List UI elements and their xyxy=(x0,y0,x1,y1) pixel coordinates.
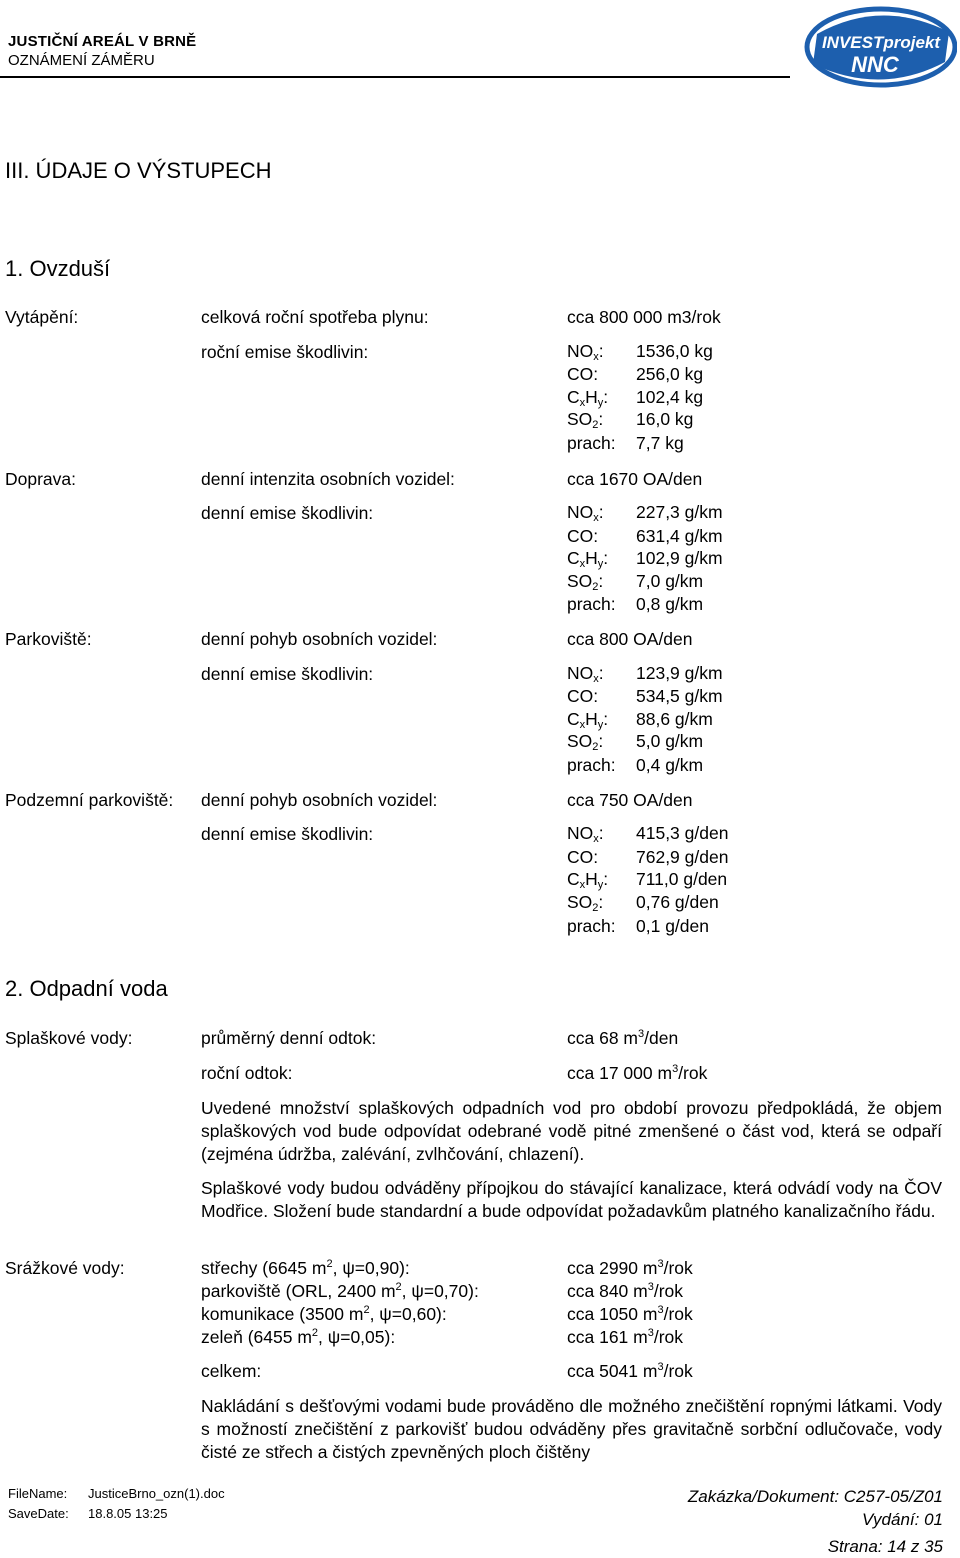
emission-so2: $SO_2$: xyxy=(567,409,604,431)
emission-value: 88,6 g/km xyxy=(636,709,713,729)
footer-filename-label: FileName: xyxy=(8,1486,68,1501)
underground-emissions-label: denní emise škodlivin: xyxy=(201,824,374,844)
traffic-intensity-label: denní intenzita osobních vozidel: xyxy=(201,469,455,489)
sewage-paragraph-2: Splaškové vody budou odváděny přípojkou do stávající kanalizace, která odvádí vody na ČOV Modřice. Složení bude standardní a bude odpovídat požadavkům platného kanalizačního řádu. xyxy=(201,1178,942,1221)
emission-so2: $SO_2$: xyxy=(567,731,604,753)
emission-value: 1536,0 kg xyxy=(636,341,713,361)
emission-value: 5,0 g/km xyxy=(636,731,704,751)
chapter-heading: III. ÚDAJE O VÝSTUPECH xyxy=(5,158,272,183)
rain-row-label: zeleň (6455 $m^2$, ψ=0,05): xyxy=(201,1327,396,1347)
sewage-paragraph-1: Uvedené množství splaškových odpadních vod pro období provozu předpokládá, že objem splaškových vod bude odpovídat odebrané vodě pitné zmenšené o část vod, která se odpaří (zejména údržba, zalévání, zvlhčování, chlazení). xyxy=(201,1098,942,1164)
emission-nox: $NO_x$: xyxy=(567,663,604,685)
sewage-daily-label: průměrný denní odtok: xyxy=(201,1028,377,1048)
footer-order: Zakázka/Dokument: C257-05/Z01 xyxy=(687,1487,943,1506)
emission-value: 7,7 kg xyxy=(636,433,684,453)
parking-emissions-label: denní emise škodlivin: xyxy=(201,664,374,684)
emission-value: 102,4 kg xyxy=(636,387,704,407)
underground-label: Podzemní parkoviště: xyxy=(5,790,174,810)
emission-value: 0,76 g/den xyxy=(636,892,719,912)
company-logo xyxy=(795,4,957,90)
sewage-yearly-value: cca 17 000 $m^3$/rok xyxy=(567,1063,708,1083)
emission-cxhy: $C_xH_y$: xyxy=(567,869,609,891)
footer-filename: JusticeBrno_ozn(1).doc xyxy=(88,1486,225,1501)
emission-so2: $SO_2$: xyxy=(567,892,604,914)
heating-emissions-label: roční emise škodlivin: xyxy=(201,342,369,362)
footer-savedate: 18.8.05 13:25 xyxy=(88,1506,168,1521)
emission-cxhy: $C_xH_y$: xyxy=(567,387,609,409)
parking-move-label: denní pohyb osobních vozidel: xyxy=(201,629,438,649)
parking-label: Parkoviště: xyxy=(5,629,92,649)
emission-value: 415,3 g/den xyxy=(636,823,729,843)
emission-co: CO: xyxy=(567,364,599,384)
emission-value: 631,4 g/km xyxy=(636,526,723,546)
emission-value: 227,3 g/km xyxy=(636,502,723,522)
air-heading: 1. Ovzduší xyxy=(5,256,111,281)
emission-value: 256,0 kg xyxy=(636,364,704,384)
emission-nox: $NO_x$: xyxy=(567,341,604,363)
emission-value: 123,9 g/km xyxy=(636,663,723,683)
emission-co: CO: xyxy=(567,847,599,867)
logo-text-1: INVESTprojekt xyxy=(821,33,941,52)
emission-value: 534,5 g/km xyxy=(636,686,723,706)
underground-move-label: denní pohyb osobních vozidel: xyxy=(201,790,438,810)
emission-nox: $NO_x$: xyxy=(567,502,604,524)
rain-row-label: střechy (6645 $m^2$, ψ=0,90): xyxy=(201,1258,410,1278)
footer-page: Strana: 14 z 35 xyxy=(827,1537,943,1556)
sewage-label: Splaškové vody: xyxy=(5,1028,133,1048)
sewage-yearly-label: roční odtok: xyxy=(201,1063,293,1083)
emission-prach: prach: xyxy=(567,755,616,775)
emission-so2: $SO_2$: xyxy=(567,571,604,593)
emission-value: 102,9 g/km xyxy=(636,548,723,568)
underground-move-value: cca 750 OA/den xyxy=(567,790,693,810)
rain-total-value: cca 5041 $m^3$/rok xyxy=(567,1361,693,1381)
emission-value: 0,4 g/km xyxy=(636,755,704,775)
gas-value: cca 800 000 m3/rok xyxy=(567,307,721,327)
rain-label: Srážkové vody: xyxy=(5,1258,125,1278)
rain-total-label: celkem: xyxy=(201,1361,262,1381)
header-rule xyxy=(0,76,790,78)
emission-co: CO: xyxy=(567,526,599,546)
emission-value: 7,0 g/km xyxy=(636,571,704,591)
header-subtitle: OZNÁMENÍ ZÁMĚRU xyxy=(8,52,155,69)
emission-nox: $NO_x$: xyxy=(567,823,604,845)
traffic-label: Doprava: xyxy=(5,469,77,489)
emission-co: CO: xyxy=(567,686,599,706)
traffic-emissions-label: denní emise škodlivin: xyxy=(201,503,374,523)
rain-row-value: cca 161 $m^3$/rok xyxy=(567,1327,684,1347)
footer-issue: Vydání: 01 xyxy=(862,1510,943,1529)
gas-label: celková roční spotřeba plynu: xyxy=(201,307,429,327)
emission-value: 16,0 kg xyxy=(636,409,694,429)
emission-cxhy: $C_xH_y$: xyxy=(567,548,609,570)
rain-row-value: cca 1050 $m^3$/rok xyxy=(567,1304,693,1324)
header-title: JUSTIČNÍ AREÁL V BRNĚ xyxy=(8,33,197,50)
rain-row-value: cca 840 $m^3$/rok xyxy=(567,1281,684,1301)
traffic-intensity-value: cca 1670 OA/den xyxy=(567,469,703,489)
emission-value: 762,9 g/den xyxy=(636,847,729,867)
emission-prach: prach: xyxy=(567,594,616,614)
rain-row-label: komunikace (3500 $m^2$, ψ=0,60): xyxy=(201,1304,447,1324)
emission-value: 0,1 g/den xyxy=(636,916,709,936)
emission-value: 711,0 g/den xyxy=(636,869,728,889)
rain-row-value: cca 2990 $m^3$/rok xyxy=(567,1258,693,1278)
emission-value: 0,8 g/km xyxy=(636,594,704,614)
heating-label: Vytápění: xyxy=(5,307,79,327)
emission-prach: prach: xyxy=(567,433,616,453)
rain-paragraph: Nakládání s dešťovými vodami bude prováděno dle možného znečištění ropnými látkami. Vody s možností znečištění z parkovišť budou odváděny přes gravitačně sorbční odlučovače, vody čisté ze střech a čistých zpevněných ploch čištěny xyxy=(201,1396,942,1462)
footer-savedate-label: SaveDate: xyxy=(8,1506,69,1521)
sewage-daily-value: cca 68 $m^3$/den xyxy=(567,1028,679,1048)
emission-cxhy: $C_xH_y$: xyxy=(567,709,609,731)
logo-text-2: NNC xyxy=(851,52,899,77)
parking-move-value: cca 800 OA/den xyxy=(567,629,693,649)
rain-row-label: parkoviště (ORL, 2400 $m^2$, ψ=0,70): xyxy=(201,1281,479,1301)
water-heading: 2. Odpadní voda xyxy=(5,976,168,1001)
emission-prach: prach: xyxy=(567,916,616,936)
